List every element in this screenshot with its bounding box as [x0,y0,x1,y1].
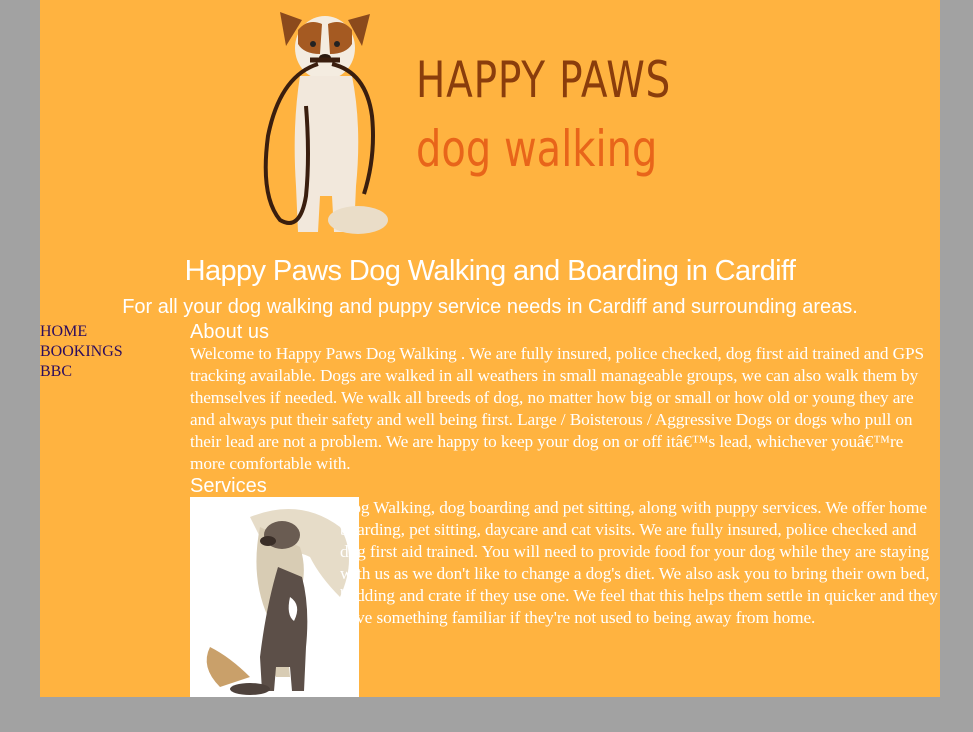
services-text: Dog Walking, dog boarding and pet sitting, along with puppy services. We offer home boarding, pet sitting, daycare and cat visits. We are fully insured, police checked and dog first aid trained. You will need to provide food for your dog while they are staying with us as we don't like to change a dog's diet. We also ask you to bring their own bed, bedding and crate if they use one. We feel that this helps them settle in quicker and they have something familiar if they're not used to being away from home. [340,498,938,627]
nav-link-bbc[interactable]: BBC [40,363,73,380]
brand-name-line2: dog walking [416,120,658,178]
brand-name-line1: HAPPY PAWS [416,51,672,109]
about-heading: About us [190,321,269,343]
site-title: Happy Paws Dog Walking and Boarding in Cardiff [184,255,796,287]
services-heading: Services [190,475,267,497]
nav-link-home[interactable]: HOME [40,323,88,340]
banner [40,0,940,250]
side-nav [40,322,180,382]
site-subtitle: For all your dog walking and puppy service needs in Cardiff and surrounding areas. [122,296,858,318]
nav-link-bookings[interactable]: BOOKINGS [40,343,123,360]
page-container [40,0,940,697]
about-text: Welcome to Happy Paws Dog Walking . We are fully insured, police checked, dog first aid trained and GPS tracking available. Dogs are walked in all weathers in small manageable groups, we can also walk them by themselves if needed. We walk all breeds of dog, no matter how big or small or how old or young they are and always put their safety and well being first. Large / Boisterous / Aggressive Dogs or dogs who pull on their lead are not a problem. We are happy to keep your dog on or off itâ€™s lead, whichever youâ€™re more comfortable with. [190,344,925,473]
main-content [190,321,940,697]
dog-with-lead-logo [240,6,410,244]
services-block [190,497,940,629]
